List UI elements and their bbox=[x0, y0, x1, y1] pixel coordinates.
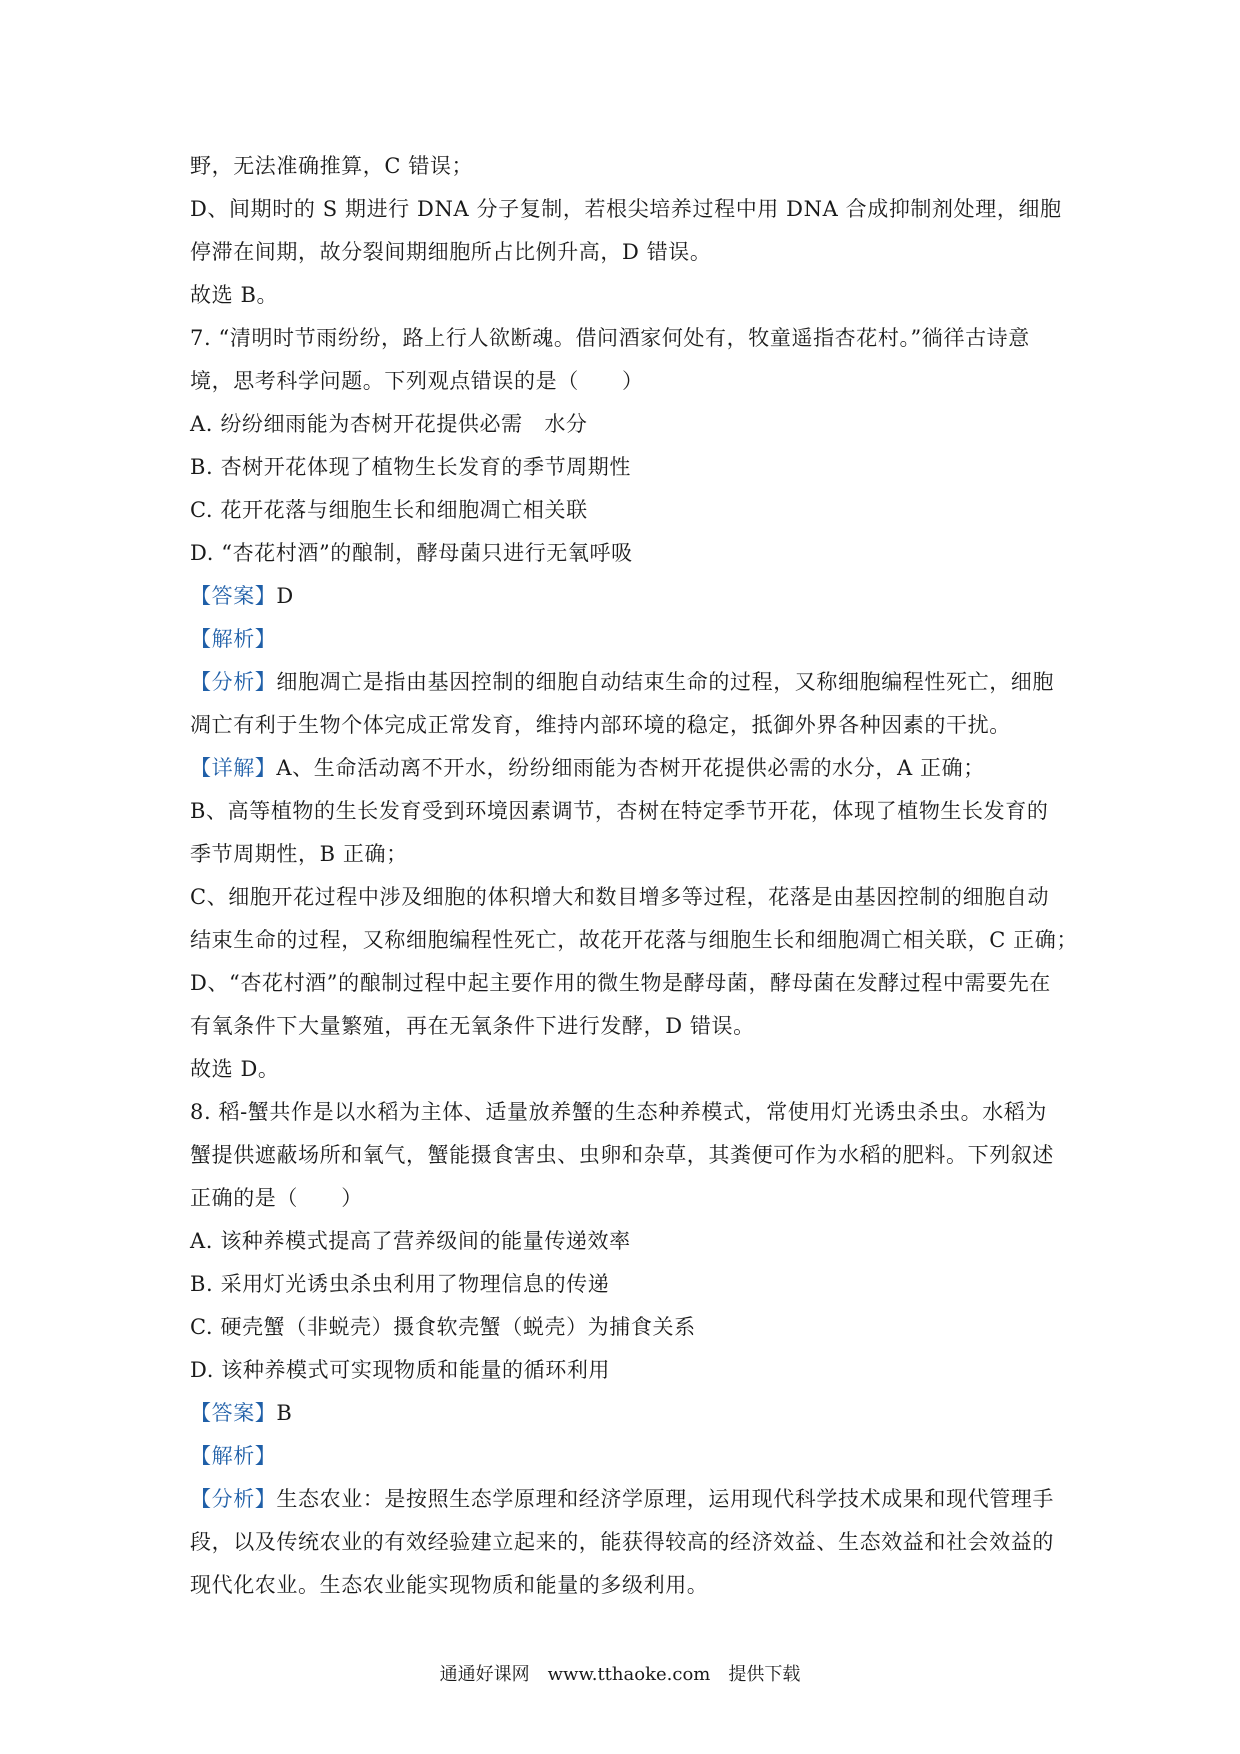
text-line bbox=[190, 446, 1060, 489]
text-line bbox=[190, 231, 1060, 274]
line-text: 现代化农业。生态农业能实现物质和能量的多级利用。 bbox=[190, 1573, 709, 1597]
text-line bbox=[190, 876, 1060, 919]
text-line bbox=[190, 274, 1060, 317]
section-tag: 【解析】 bbox=[190, 627, 277, 651]
section-tag: 【详解】 bbox=[190, 756, 277, 780]
text-line bbox=[190, 1564, 1060, 1607]
text-line bbox=[190, 962, 1060, 1005]
page-footer: 通通好课网 www.tthaoke.com 提供下载 bbox=[439, 1664, 801, 1685]
line-text: B、高等植物的生长发育受到环境因素调节，杏树在特定季节开花，体现了植物生长发育的 bbox=[190, 799, 1049, 823]
line-text: 季节周期性，B 正确； bbox=[190, 842, 408, 866]
line-text: C、细胞开花过程中涉及细胞的体积增大和数目增多等过程，花落是由基因控制的细胞自动 bbox=[190, 885, 1050, 909]
section-tag: 【答案】 bbox=[190, 1401, 277, 1425]
text-line bbox=[190, 1349, 1060, 1392]
line-text: D. 该种养模式可实现物质和能量的循环利用 bbox=[190, 1358, 611, 1382]
text-line bbox=[190, 188, 1060, 231]
text-line bbox=[190, 1220, 1060, 1263]
line-text: 段，以及传统农业的有效经验建立起来的，能获得较高的经济效益、生态效益和社会效益的 bbox=[190, 1530, 1054, 1554]
text-line bbox=[190, 489, 1060, 532]
document-body bbox=[190, 145, 1078, 1607]
text-line bbox=[190, 1005, 1060, 1048]
text-line bbox=[190, 747, 1060, 790]
text-line bbox=[190, 532, 1060, 575]
line-text: 故选 B。 bbox=[190, 283, 279, 307]
text-line bbox=[190, 1478, 1060, 1521]
line-text: D、间期时的 S 期进行 DNA 分子复制，若根尖培养过程中用 DNA 合成抑制剂处理，细胞 bbox=[190, 197, 1062, 221]
text-line bbox=[190, 919, 1078, 962]
text-line bbox=[190, 833, 1060, 876]
text-line bbox=[190, 1435, 1060, 1478]
line-text: D、“杏花村酒”的酿制过程中起主要作用的微生物是酵母菌，酵母菌在发酵过程中需要先在 bbox=[190, 971, 1051, 995]
section-tag: 【答案】 bbox=[190, 584, 277, 608]
text-line bbox=[190, 145, 1060, 188]
line-text: B. 杏树开花体现了植物生长发育的季节周期性 bbox=[190, 455, 631, 479]
line-text: A. 纷纷细雨能为杏树开花提供必需 水分 bbox=[190, 412, 588, 436]
line-text: 停滞在间期，故分裂间期细胞所占比例升高，D 错误。 bbox=[190, 240, 712, 264]
text-line bbox=[190, 360, 1060, 403]
section-tag: 【分析】 bbox=[190, 1487, 277, 1511]
text-line bbox=[190, 661, 1060, 704]
line-text: 生态农业：是按照生态学原理和经济学原理，运用现代科学技术成果和现代管理手 bbox=[276, 1487, 1055, 1511]
line-text: 细胞凋亡是指由基因控制的细胞自动结束生命的过程，又称细胞编程性死亡，细胞 bbox=[276, 670, 1055, 694]
line-text: 蟹提供遮蔽场所和氧气，蟹能摄食害虫、虫卵和杂草，其粪便可作为水稻的肥料。下列叙述 bbox=[190, 1143, 1054, 1167]
text-line bbox=[190, 317, 1060, 360]
text-line bbox=[190, 1177, 1060, 1220]
text-line bbox=[190, 1048, 1060, 1091]
line-text: 野，无法准确推算，C 错误； bbox=[190, 154, 474, 178]
line-text: D. “杏花村酒”的酿制，酵母菌只进行无氧呼吸 bbox=[190, 541, 633, 565]
line-text: 正确的是（ ） bbox=[190, 1186, 363, 1210]
line-text: 7. “清明时节雨纷纷，路上行人欲断魂。借问酒家何处有，牧童遥指杏花村。”徜徉古诗意 bbox=[190, 326, 1030, 350]
text-line bbox=[190, 1521, 1060, 1564]
line-text: 境，思考科学问题。下列观点错误的是（ ） bbox=[190, 369, 644, 393]
section-tag: 【解析】 bbox=[190, 1444, 277, 1468]
text-line bbox=[190, 1392, 1060, 1435]
line-text: 故选 D。 bbox=[190, 1057, 280, 1081]
line-text: 凋亡有利于生物个体完成正常发育，维持内部环境的稳定，抵御外界各种因素的干扰。 bbox=[190, 713, 1011, 737]
text-line bbox=[190, 1134, 1060, 1177]
text-line bbox=[190, 790, 1060, 833]
line-text: 8. 稻-蟹共作是以水稻为主体、适量放养蟹的生态种养模式，常使用灯光诱虫杀虫。水稻为 bbox=[190, 1100, 1048, 1124]
line-text: 有氧条件下大量繁殖，再在无氧条件下进行发酵，D 错误。 bbox=[190, 1014, 755, 1038]
line-text: A. 该种养模式提高了营养级间的能量传递效率 bbox=[190, 1229, 631, 1253]
line-text: D bbox=[276, 584, 294, 608]
line-text: A、生命活动离不开水，纷纷细雨能为杏树开花提供必需的水分，A 正确； bbox=[276, 756, 985, 780]
text-line bbox=[190, 704, 1060, 747]
text-line bbox=[190, 1091, 1060, 1134]
text-line bbox=[190, 618, 1060, 661]
line-text: C. 硬壳蟹（非蜕壳）摄食软壳蟹（蜕壳）为捕食关系 bbox=[190, 1315, 696, 1339]
text-line bbox=[190, 403, 1060, 446]
line-text: C. 花开花落与细胞生长和细胞凋亡相关联 bbox=[190, 498, 588, 522]
section-tag: 【分析】 bbox=[190, 670, 277, 694]
text-line bbox=[190, 575, 1060, 618]
line-text: B. 采用灯光诱虫杀虫利用了物理信息的传递 bbox=[190, 1272, 610, 1296]
text-line bbox=[190, 1263, 1060, 1306]
line-text: 结束生命的过程，又称细胞编程性死亡，故花开花落与细胞生长和细胞凋亡相关联，C 正确； bbox=[190, 928, 1078, 952]
line-text: B bbox=[276, 1401, 293, 1425]
text-line bbox=[190, 1306, 1060, 1349]
